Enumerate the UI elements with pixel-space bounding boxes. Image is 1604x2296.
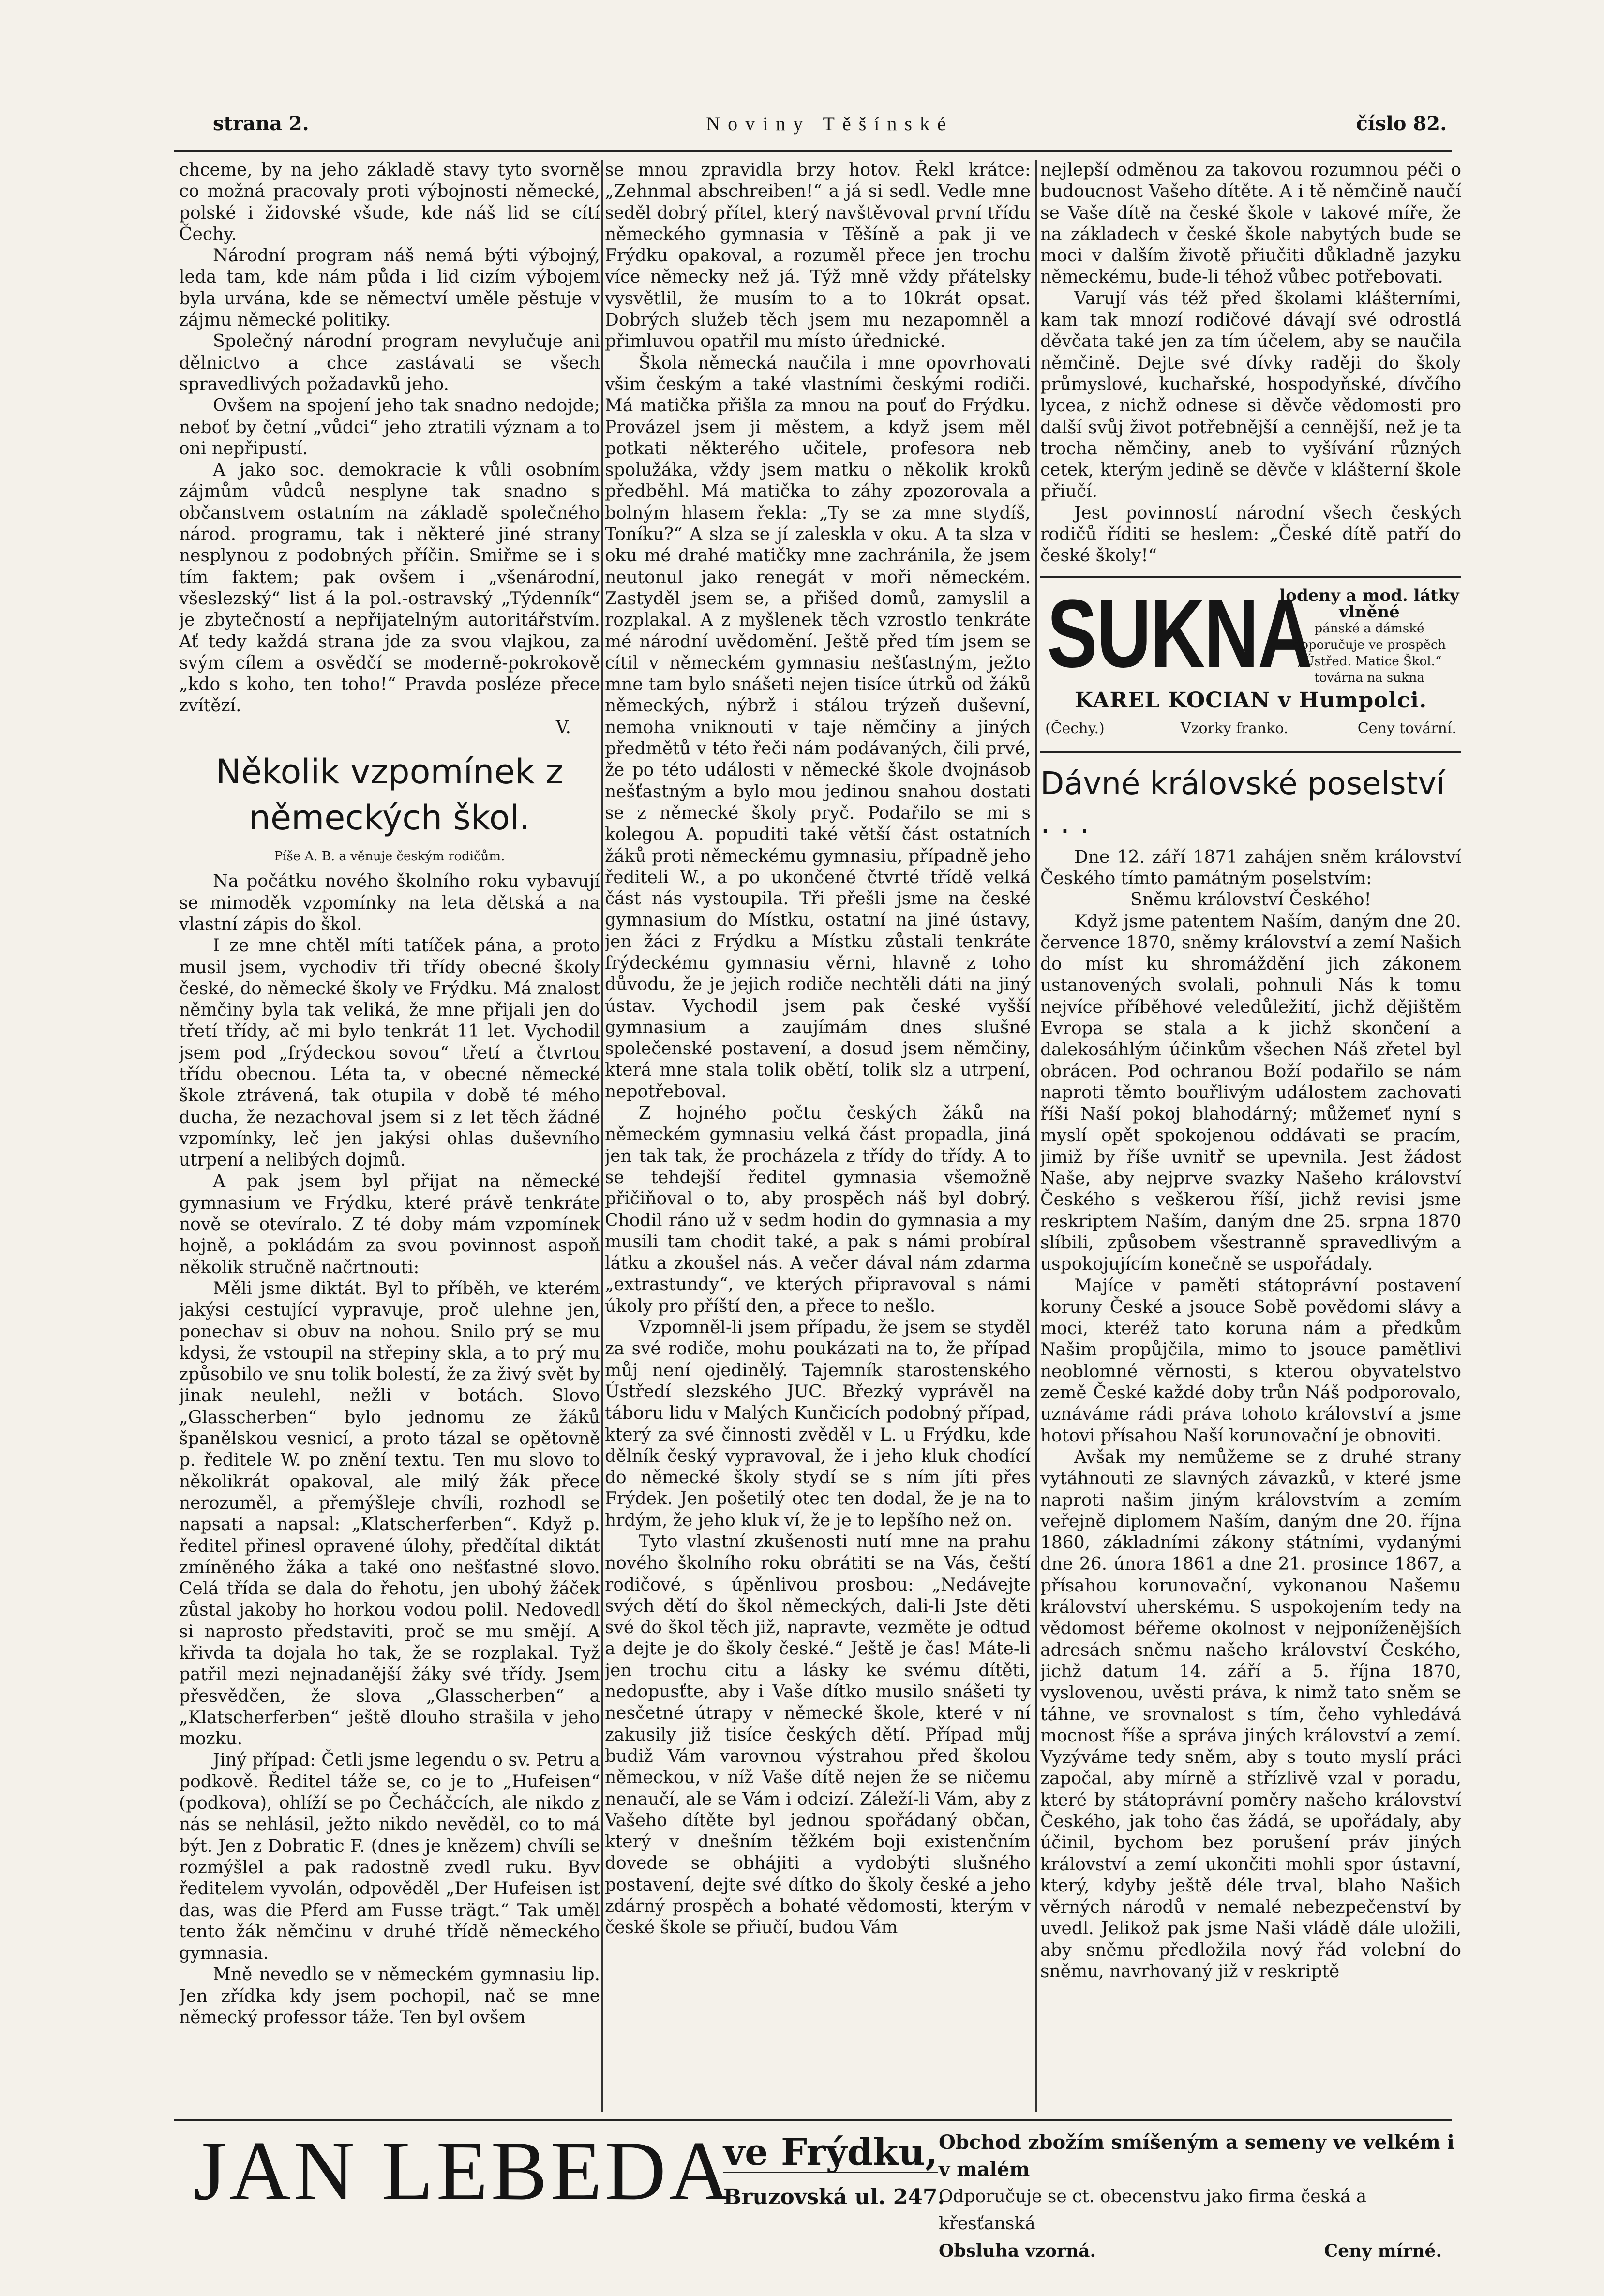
article-paragraph: Vzpomněl-li jsem případu, že jsem se styděl za své rodiče, mohu poukázati na to, že případ můj není ojedinělý. Tajemník starostenského Ústředí slezského JUC. Březký vyprávěl na táboru lidu v Malých Kunčicích podobný případ, který za své činnosti zvěděl v L. u Frýdku, kde dělník český vypravoval, že i jeho kluk chodící do německé školy stydí se s ním jíti přes Frýdek. Jen pošetilý otec ten dodal, že je na to hrdým, že jeho kluk ví, že je to lepšího než on. bbox=[605, 1318, 1031, 1531]
article-paragraph: Mně nevedlo se v německém gymnasiu lip. Jen zřídka kdy jsem pochopil, nač se mne německý professor táže. Ten byl ovšem bbox=[179, 1965, 600, 2028]
column-2 bbox=[605, 160, 1031, 2134]
ad-line: Odporučuje se ct. obecenstvu jako firma česká a křesťanská bbox=[939, 2187, 1367, 2234]
article-headline: Několik vzpomínek z německých škol. bbox=[215, 752, 563, 838]
ad-line: Obchod zbožím smíšeným a semeny ve velkém i v malém bbox=[939, 2131, 1454, 2181]
column-divider bbox=[1035, 160, 1037, 2112]
article-paragraph: I ze mne chtěl míti tatíček pána, a proto musil jsem, vychodiv tři třídy obecné školy české, do německé školy ve Frýdku. Má znalost němčiny byla tak veliká, že mne přijali jen do třetí třídy, ač mi bylo tenkrát 11 let. Vychodil jsem pod „frýdeckou sovou“ třetí a čtvrtou třídu obecnou. Léta ta, v obecné německé škole ztrávená, tak otupila v době té mého ducha, že nezachoval jsem si z let těch žádné vzpomínky, leč jen jakýsi ohlas duševního utrpení a nelibých dojmů. bbox=[179, 936, 600, 1171]
ad-prices: Ceny mírné. bbox=[1324, 2241, 1442, 2261]
ad-line: továrna na sukna bbox=[1314, 670, 1424, 685]
advertisement-lebeda bbox=[179, 2124, 1456, 2261]
column-divider bbox=[601, 160, 603, 2112]
article-byline: Píše A. B. a věnuje českým rodičům. bbox=[274, 849, 505, 864]
article-paragraph: Avšak my nemůžeme se z druhé strany vytáhnouti ze slavných závazků, v které jsme naproti našim jiným královstvím a zemím veřejně diplomem Naším, daným dne 20. října 1860, základními zákony státními, vydanými dne 26. února 1861 a dne 21. prosince 1867, a přísahou korunovační, vykonanou Našemu království uherskému. S uspokojením tedy na vědomost béřeme okolnost v nejponíženějších adresách sněmu našeho království Českého, jichž datum 14. září a 5. října 1870, vyslovenou, uvěsti práva, k nimž tato sněm se táhne, ve srovnalost s tím, čeho vyhledává mocnost říše a správa jiných království a zemí. Vyzýváme tedy sněm, aby s touto myslí práci započal, aby mírně a střízlivě vzal v poradu, které by státoprávní poměry našeho království Českého, jak toho čas žádá, se upořádaly, aby účinil, bychom bez porušení práv jiných království a zemí ukončiti mohli spor ústavní, který, kdyby ještě déle trval, blaho Našich věrných národů v nemalé nebezpečenství by uvedl. Jelikož pak jsme Naši vládě dále uložili, aby sněmu předložila nový řád volební do sněmu, navrhovaný již v reskriptě bbox=[1040, 1447, 1461, 1982]
column-1 bbox=[179, 160, 600, 2134]
article-paragraph: A jako soc. demokracie k vůli osobním zájmům vůdců nesplyne tak snadno s občanstvem ostatním na základě společného národ. programu, tak i některé jiné strany nesplynou z podobných příčin. Smiřme se i s tím faktem; pak ovšem i „všenárodní, všeslezský“ list á la pol.-ostravský „Týdenník“ je zbytečností a nepřijatelným autoritářstvím. Ať tedy každá strana jde za svou vlajkou, za svým cílem a osvědčí se moderně-pokrokově „kdo s koho, ten toho!“ Pravda posléze přece zvítězí. bbox=[179, 460, 600, 716]
ad-line: pánské a dámské bbox=[1314, 621, 1424, 636]
ad-line: lodeny a mod. látky vlněné bbox=[1279, 585, 1459, 622]
article-paragraph: Sněmu království Českého! bbox=[1130, 890, 1371, 910]
article-paragraph: Národní program náš nemá býti výbojný, leda tam, kde nám půda i lid cizím výbojem byla urvána, kde se němectví uměle pěstuje v zájmu německé politiky. bbox=[179, 246, 600, 330]
ad-headline: SUKNA bbox=[1047, 579, 1312, 688]
article-paragraph: A pak jsem byl přijat na německé gymnasium ve Frýdku, které právě tenkráte nově se otevíralo. Z té doby mám vzpomínek hojně, a pokládám za svou povinnost aspoň několik stručně načrtnouti: bbox=[179, 1171, 600, 1277]
article-paragraph: chceme, by na jeho základě stavy tyto svorně co možná pracovaly proti výbojnosti německé, polské i židovské všude, kde náš lid se cítí Čechy. bbox=[179, 160, 600, 244]
issue-number: číslo 82. bbox=[1356, 112, 1447, 135]
article-paragraph: Ovšem na spojení jeho tak snadno nedojde; neboť by četní „vůdci“ jeho ztratili význam a to oni nepřipustí. bbox=[179, 396, 600, 459]
article-paragraph: Tyto vlastní zkušenosti nutí mne na prahu nového školního roku obrátiti se na Vás, čeští rodičové, s úpěnlivou prosbou: „Nedávejte svých dětí do škol německých, dali-li Jste děti své do škol těch již, napravte, vezměte je odtud a dejte je do školy české.“ Ještě je čas! Máte-li jen trochu citu a lásky ke svému dítěti, nedopusťte, aby i Vaše dítko musilo snášeti ty nesčetné útrapy v německé škole, které v ní zakusily již tisíce českých dětí. Případ můj budiž Vám varovnou výstrahou před školou německou, v níž Vaše dítě nejen že se ničemu nenaučí, ale se Vám i odcizí. Záleží-li Vám, aby z Vašeho dítěte byl jednou spořádaný občan, který v dnešním těžkém boji existenčním dovede se obhájiti a vydobýti slušného postavení, dejte své dítko do školy české a jeho zdárný prospěch a bohaté vědomosti, kterým v české škole se přiučí, budou Vám bbox=[605, 1532, 1031, 1938]
ad-firm-name: KAREL KOCIAN v Humpolci. bbox=[1074, 688, 1427, 713]
article-paragraph: Měli jsme diktát. Byl to příběh, ve kterém jakýsi cestující vypravuje, proč ulehne jen, ponechav si obuv na nohou. Snilo prý se mu kdysi, že vstoupil na střepiny skla, a to prý mu způsobilo ve snu tolik bolestí, že za živý svět by jinak neulehl, nežli v botách. Slovo „Glasscherben“ bylo jednomu ze žáků španělskou vesnicí, a proto tázal se opětovně p. ředitele W. po znění textu. Ten mu slovo to několikrát opakoval, ale milý žák přece nerozuměl, a přemýšleje chvíli, rozhodl se napsati a napsal: „Klatscherferben“. Když p. ředitel přinesl opravené úlohy, předčítal diktát zmíněného žáka a také ono nešťastné slovo. Celá třída se dala do řehotu, jen ubohý žáček zůstal jakoby ho horkou vodou polil. Nedovedl si naprosto představiti, proč se mu smějí. A křivda ta dojala ho tak, že se rozplakal. Tyž patřil mezi nejnadanější žáky své třídy. Jsem přesvědčen, že slova „Glasscherben“ a „Klatscherferben“ ještě dlouho strašila v jeho mozku. bbox=[179, 1278, 600, 1749]
bottom-rule bbox=[174, 2119, 1452, 2121]
article-headline: Dávné královské poselství . . . bbox=[1040, 765, 1445, 840]
page-number: strana 2. bbox=[213, 112, 309, 135]
ad-samples: Vzorky franko. bbox=[1181, 720, 1289, 737]
article-paragraph: Varují vás též před školami klášterními, kam tak mnozí rodičové dávají své odrostlá děvčata také jen za tím účelem, aby se naučila němčině. Dejte své dívky raději do školy průmyslové, kuchařské, hospodyňské, dívčího lycea, z nichž odnese si děvče vědomosti pro další svůj život potřebnější a cennější, než je ta trocha němčiny, aneb to vyšívání různých cetek, kterým jedině se děvče v klášterní škole přiučí. bbox=[1040, 288, 1461, 502]
ad-line bbox=[939, 2237, 1456, 2265]
advertisement-sukna bbox=[1040, 576, 1461, 753]
column-3 bbox=[1040, 160, 1461, 2134]
ad-merchant-name: JAN LEBEDA bbox=[194, 2124, 733, 2218]
article-paragraph: Jest povinností národní všech českých rodičů říditi se heslem: „České dítě patří do české školy!“ bbox=[1040, 503, 1461, 566]
article-paragraph: se mnou zpravidla brzy hotov. Řekl krátce: „Zehnmal abschreiben!“ a já si sedl. Vedle mne seděl dobrý přítel, který navštěvoval první třídu německého gymnasia v Těšíně a pak ji ve Frýdku opakoval, a rozuměl přece jen trochu více německy než já. Týž mně vždy přátelsky vysvětlil, že musím to a to 10krát opsat. Dobrých služeb těch jsem mu nezapomněl a přimluvou opatřil mu místo úřednické. bbox=[605, 160, 1031, 352]
article-paragraph: Jiný případ: Četli jsme legendu o sv. Petru a podkově. Ředitel táže se, co je to „Hufeisen“ (podkova), ohlíží se po Čecháčcích, ale nikdo z nás se nehlásil, ježto nikdo nevěděl, co to má být. Jen z Dobratic F. (dnes je knězem) chvíli se rozmýšlel a pak radostně zvedl ruku. Byv ředitelem vyvolán, odpověděl „Der Hufeisen ist das, was die Pferd am Fusse trägt.“ Tak uměl tento žák němčinu v druhé třídě německého gymnasia. bbox=[179, 1750, 600, 1964]
article-paragraph: Na počátku nového školního roku vybavují se mimoděk vzpomínky na leta dětská a na vlastní zápis do škol. bbox=[179, 871, 600, 934]
article-paragraph: Společný národní program nevylučuje ani dělnictvo a chce zastávati se všech spravedlivých požadavků jeho. bbox=[179, 331, 600, 394]
article-paragraph: Z hojného počtu českých žáků na německém gymnasiu velká část propadla, jiná jen tak tak, že procházela z třídy do třídy. A to se tehdejší ředitel gymnasia všemožně přičiňoval o to, aby prospěch náš byl dobrý. Chodil ráno už v sedm hodin do gymnasia a my musili tam chodit také, a pak s námi probíral látku a zkoušel nás. A večer dával nám zdarma „extrastundy“, ve kterých připravoval s námi úkoly pro příští den, a přece to nešlo. bbox=[605, 1103, 1031, 1316]
article-paragraph: nejlepší odměnou za takovou rozumnou péči o budoucnost Vašeho dítěte. A i tě němčině naučí se Vaše dítě na české škole v takové míře, že na základech v české škole nabytých bude se moci v dalším životě přiučiti důkladně jazyku německému, bude-li téhož vůbec potřebovati. bbox=[1040, 160, 1461, 287]
article-paragraph: Dne 12. září 1871 zahájen sněm království Českého tímto památným poselstvím: bbox=[1040, 847, 1461, 888]
newspaper-title: Noviny Těšínské bbox=[706, 113, 954, 135]
article-paragraph: Majíce v paměti státoprávní postavení koruny České a jsouce Sobě povědomi slávy a moci, kteréž tato koruna nám a předkům Našim propůjčila, mimo to jsouce pamětlivi neoblomné věrnosti, s kterou obyvatelstvo země České každé doby trůn Náš podporovalo, uznáváme rádi práva tohoto království a jsme hotovi přísahou Naší korunovační je obnoviti. bbox=[1040, 1276, 1461, 1446]
running-head bbox=[213, 112, 1447, 141]
ad-city: ve Frýdku, bbox=[723, 2131, 938, 2174]
ad-line: „Ústřed. Matice Škol.“ bbox=[1297, 654, 1442, 669]
article-signature: V. bbox=[555, 717, 571, 737]
ad-line: doporučuje ve prospěch bbox=[1292, 637, 1446, 652]
ad-description bbox=[1277, 587, 1461, 686]
ad-service: Obsluha vzorná. bbox=[939, 2241, 1096, 2261]
ad-street: Bruzovská ul. 247. bbox=[723, 2185, 945, 2209]
header-rule bbox=[174, 150, 1452, 152]
article-paragraph: Když jsme patentem Naším, daným dne 20. července 1870, sněmy království a zemí Našich do míst ku shromáždění jich zákonem ustanovených svolali, pohnuli Nás k tomu nejvíce příběhové veledůležití, jichž dějištěm Evropa se stala a k jichž skončení a dalekosáhlým účinkům všechen Náš zřetel byl obrácen. Pod ochranou Boží podařilo se nám naproti těmto bouřlivým událostem zachovati říši Naší pokoj blahodárný; můžemeť nyní s myslí opět spokojenou oddávati se pracím, jimiž by říše uvnitř se upevnila. Jest žádost Naše, aby nejprve svazky Našeho království Českého s veškerou říší, jichž revisi jsme reskriptem Naším, daným dne 25. srpna 1870 slíbili, způsobem všestranně spravedlivým a uspokojujícím konečně se uspořádaly. bbox=[1040, 911, 1461, 1275]
ad-prices: Ceny tovární. bbox=[1357, 720, 1456, 737]
ad-details bbox=[939, 2129, 1456, 2265]
ad-region: (Čechy.) bbox=[1045, 720, 1105, 737]
article-paragraph: Škola německá naučila i mne opovrhovati všim českým a také vlastními českými rodiči. Má matička přišla za mnou na pouť do Frýdku. Provázel jsem ji městem, a když jsem měl potkati některého učitele, profesora neb spolužáka, vždy jsem matku o několik kroků předběhl. Má matička to záhy zpozorovala a bolným hlasem řekla: „Ty se za mne stydíš, Toníku?“ A slza se jí zaleskla v oku. A ta slza v oku mé drahé matičky mne zachránila, že jsem neutonul jako renegát v moři německém. Zastyděl jsem se, a přišed domů, zamyslil a rozplakal. A z myšlenek těch vzrostlo tenkráte mé národní uvědomění. Ještě před tím jsem se cítil v německém gymnasiu nešťastným, ježto mne tam bylo snášeti nejen tisíce útrků od žáků německých, nýbrž i stálou trýzeň duševní, nemoha vniknouti v taje němčiny a jiných předmětů v této řeči nám podávaných, čili prvé, že po této události v německé škole dvojnásob nešťastným a bylo mou jedinou snahou dostati se z německé školy pryč. Podařilo se mi s kolegou A. popuditi také větší část ostatních žáků proti německému gymnasiu, případně jeho řediteli W., a po ukončené čtvrté třídě velká část nás vystoupila. Tři přešli jsme na české gymnasium do Místku, ostatní na jiné ústavy, jen žáci z Frýdku a Místku zůstali tenkráte frýdeckému gymnasiu věrni, hlavně z toho důvodu, že je jejich rodiče nechtěli dáti na jiný ústav. Vychodil jsem pak české vyšší gymnasium a zaujímám dnes slušné společenské postavení, a dosud jsem němčiny, která mne stala tolik obětí, tolik slz a utrpení, nepotřeboval. bbox=[605, 353, 1031, 1102]
